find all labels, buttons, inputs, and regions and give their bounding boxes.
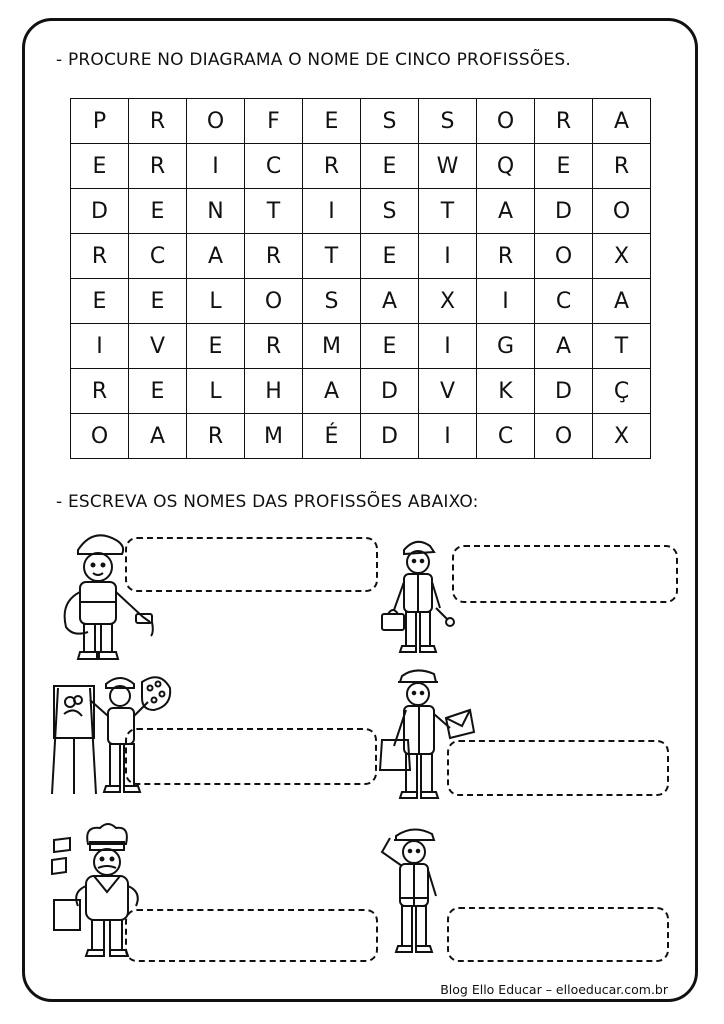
grid-cell: É bbox=[303, 414, 361, 459]
grid-row bbox=[71, 99, 651, 144]
answer-box-1[interactable] bbox=[125, 537, 378, 592]
grid-cell: K bbox=[477, 369, 535, 414]
grid-cell: R bbox=[129, 144, 187, 189]
grid-cell: R bbox=[477, 234, 535, 279]
grid-cell: D bbox=[71, 189, 129, 234]
grid-cell: T bbox=[419, 189, 477, 234]
grid-cell: A bbox=[593, 279, 651, 324]
grid-cell: O bbox=[477, 99, 535, 144]
grid-cell: A bbox=[187, 234, 245, 279]
grid-cell: T bbox=[593, 324, 651, 369]
grid-row bbox=[71, 369, 651, 414]
grid-cell: R bbox=[535, 99, 593, 144]
mechanic-icon bbox=[378, 532, 458, 657]
grid-row bbox=[71, 414, 651, 459]
grid-cell: N bbox=[187, 189, 245, 234]
grid-cell: O bbox=[245, 279, 303, 324]
grid-cell: I bbox=[419, 324, 477, 369]
grid-cell: O bbox=[187, 99, 245, 144]
grid-cell: O bbox=[535, 234, 593, 279]
grid-cell: A bbox=[593, 99, 651, 144]
grid-cell: S bbox=[361, 189, 419, 234]
grid-cell: E bbox=[535, 144, 593, 189]
grid-cell: A bbox=[477, 189, 535, 234]
instruction-find: - PROCURE NO DIAGRAMA O NOME DE CINCO PROFISSÕES. bbox=[56, 50, 571, 70]
grid-cell: V bbox=[129, 324, 187, 369]
grid-cell: R bbox=[129, 99, 187, 144]
grid-cell: D bbox=[361, 369, 419, 414]
grid-cell: L bbox=[187, 369, 245, 414]
grid-cell: C bbox=[477, 414, 535, 459]
grid-cell: E bbox=[361, 324, 419, 369]
grid-cell: R bbox=[593, 144, 651, 189]
answer-box-5[interactable] bbox=[125, 909, 378, 962]
grid-cell: R bbox=[71, 369, 129, 414]
grid-cell: S bbox=[303, 279, 361, 324]
grid-row bbox=[71, 234, 651, 279]
grid-cell: E bbox=[187, 324, 245, 369]
grid-cell: G bbox=[477, 324, 535, 369]
grid-cell: D bbox=[535, 369, 593, 414]
answer-box-3[interactable] bbox=[125, 728, 377, 785]
grid-cell: C bbox=[535, 279, 593, 324]
grid-cell: P bbox=[71, 99, 129, 144]
grid-row bbox=[71, 279, 651, 324]
answer-box-6[interactable] bbox=[447, 907, 669, 962]
grid-cell: L bbox=[187, 279, 245, 324]
grid-cell: E bbox=[129, 189, 187, 234]
grid-cell: R bbox=[71, 234, 129, 279]
grid-cell: R bbox=[303, 144, 361, 189]
grid-cell: R bbox=[245, 324, 303, 369]
grid-row bbox=[71, 189, 651, 234]
word-search-grid bbox=[70, 98, 651, 459]
grid-cell: Ç bbox=[593, 369, 651, 414]
grid-cell: C bbox=[129, 234, 187, 279]
grid-cell: E bbox=[129, 279, 187, 324]
grid-cell: X bbox=[419, 279, 477, 324]
grid-cell: A bbox=[361, 279, 419, 324]
answer-box-4[interactable] bbox=[447, 740, 669, 796]
grid-cell: I bbox=[477, 279, 535, 324]
grid-cell: X bbox=[593, 234, 651, 279]
grid-cell: E bbox=[71, 279, 129, 324]
footer-credit: Blog Ello Educar – elloeducar.com.br bbox=[440, 982, 668, 997]
grid-cell: I bbox=[71, 324, 129, 369]
grid-row bbox=[71, 144, 651, 189]
grid-cell: C bbox=[245, 144, 303, 189]
grid-cell: H bbox=[245, 369, 303, 414]
instruction-write: - ESCREVA OS NOMES DAS PROFISSÕES ABAIXO: bbox=[56, 492, 479, 512]
grid-cell: E bbox=[303, 99, 361, 144]
grid-cell: T bbox=[245, 189, 303, 234]
grid-cell: A bbox=[303, 369, 361, 414]
grid-cell: M bbox=[303, 324, 361, 369]
grid-cell: X bbox=[593, 414, 651, 459]
grid-cell: I bbox=[419, 414, 477, 459]
grid-cell: O bbox=[593, 189, 651, 234]
grid-cell: R bbox=[245, 234, 303, 279]
grid-cell: W bbox=[419, 144, 477, 189]
grid-cell: S bbox=[419, 99, 477, 144]
grid-cell: S bbox=[361, 99, 419, 144]
grid-cell: R bbox=[187, 414, 245, 459]
grid-cell: E bbox=[71, 144, 129, 189]
grid-cell: I bbox=[187, 144, 245, 189]
grid-cell: A bbox=[535, 324, 593, 369]
grid-cell: Q bbox=[477, 144, 535, 189]
grid-cell: E bbox=[361, 234, 419, 279]
grid-cell: E bbox=[129, 369, 187, 414]
police-officer-icon bbox=[376, 822, 451, 962]
grid-cell: I bbox=[419, 234, 477, 279]
grid-cell: D bbox=[535, 189, 593, 234]
grid-cell: A bbox=[129, 414, 187, 459]
grid-cell: E bbox=[361, 144, 419, 189]
answer-box-2[interactable] bbox=[452, 545, 678, 603]
grid-row bbox=[71, 324, 651, 369]
grid-cell: D bbox=[361, 414, 419, 459]
grid-cell: F bbox=[245, 99, 303, 144]
grid-cell: O bbox=[535, 414, 593, 459]
grid-cell: V bbox=[419, 369, 477, 414]
grid-cell: M bbox=[245, 414, 303, 459]
grid-cell: O bbox=[71, 414, 129, 459]
grid-cell: T bbox=[303, 234, 361, 279]
grid-cell: I bbox=[303, 189, 361, 234]
